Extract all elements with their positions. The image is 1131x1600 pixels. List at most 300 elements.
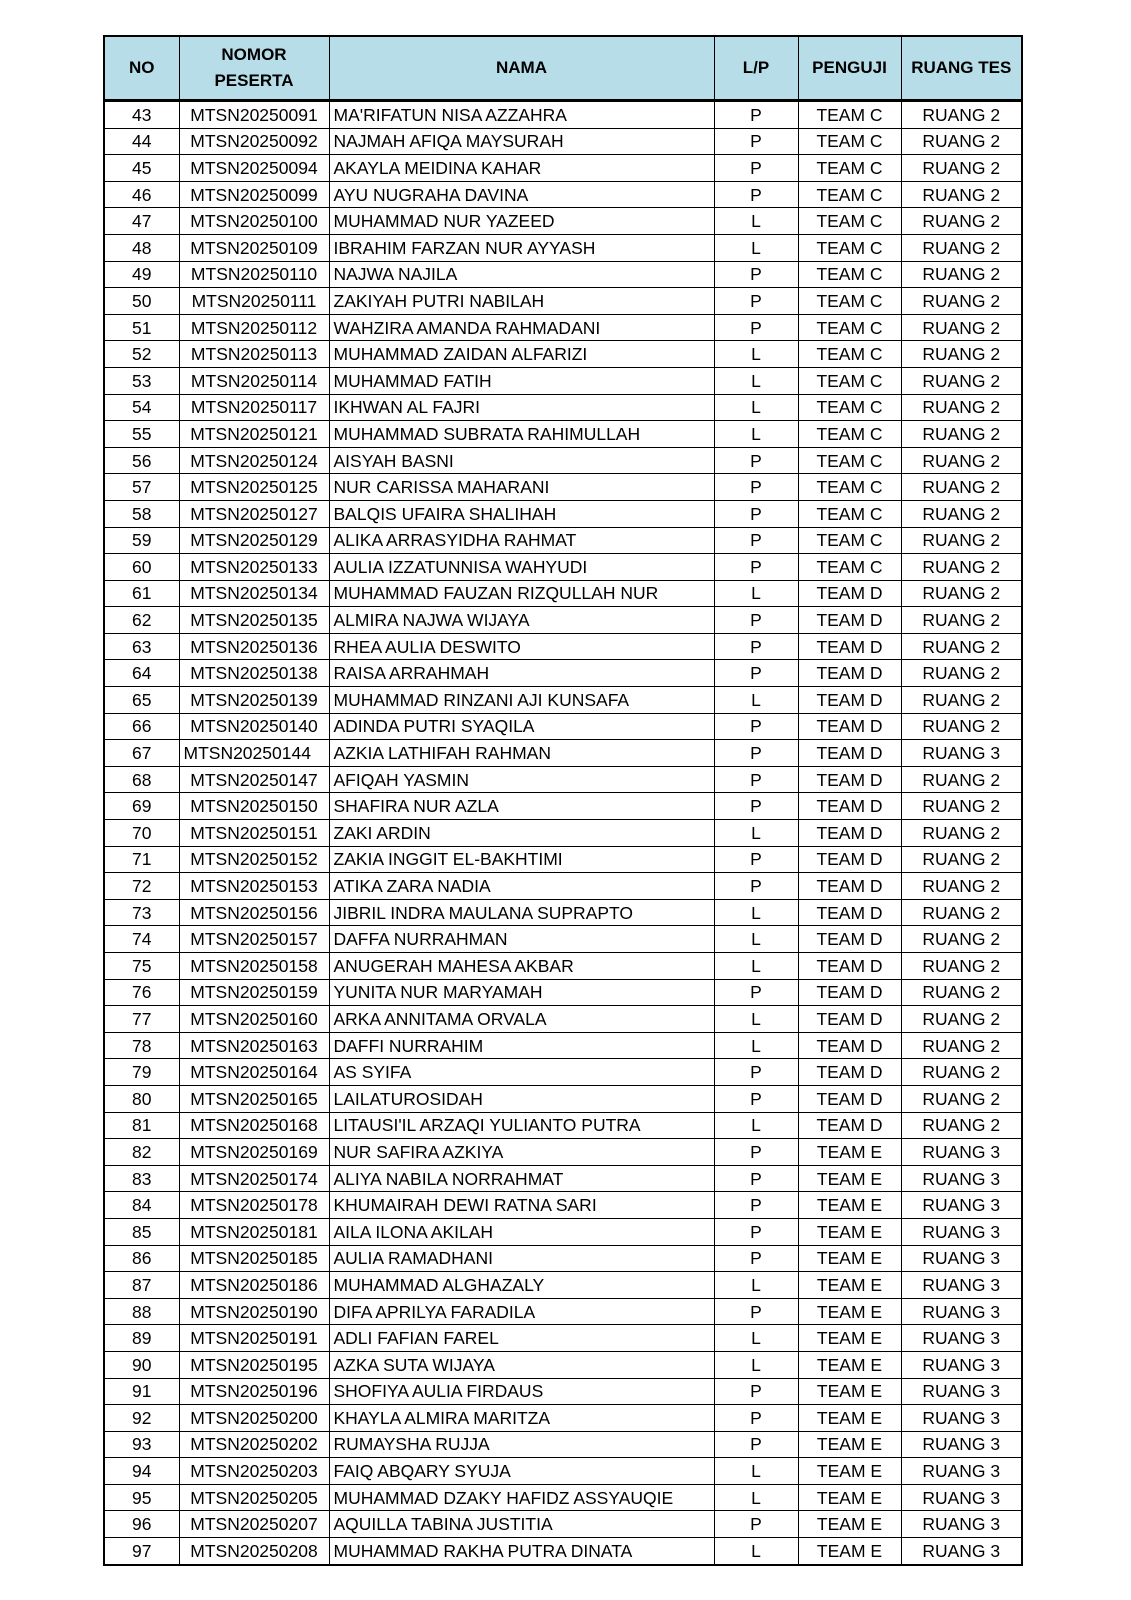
cell-nomor-peserta: MTSN20250169 (179, 1139, 329, 1166)
cell-nomor-peserta: MTSN20250150 (179, 793, 329, 820)
cell-no: 96 (104, 1511, 179, 1538)
cell-penguji: TEAM E (798, 1192, 901, 1219)
cell-penguji: TEAM C (798, 474, 901, 501)
cell-nomor-peserta: MTSN20250158 (179, 953, 329, 980)
cell-penguji: TEAM D (798, 766, 901, 793)
cell-lp: P (714, 1192, 798, 1219)
cell-ruang-tes: RUANG 2 (901, 208, 1022, 235)
cell-no: 66 (104, 713, 179, 740)
cell-ruang-tes: RUANG 3 (901, 1165, 1022, 1192)
cell-ruang-tes: RUANG 2 (901, 979, 1022, 1006)
cell-ruang-tes: RUANG 3 (901, 1538, 1022, 1565)
cell-lp: P (714, 527, 798, 554)
cell-lp: L (714, 953, 798, 980)
cell-nomor-peserta: MTSN20250208 (179, 1538, 329, 1565)
cell-no: 94 (104, 1458, 179, 1485)
cell-nama: ZAKI ARDIN (329, 820, 714, 847)
table-row (104, 1192, 1022, 1219)
cell-ruang-tes: RUANG 2 (901, 394, 1022, 421)
cell-lp: L (714, 234, 798, 261)
cell-ruang-tes: RUANG 3 (901, 1218, 1022, 1245)
cell-no: 49 (104, 261, 179, 288)
cell-penguji: TEAM D (798, 793, 901, 820)
cell-nomor-peserta: MTSN20250159 (179, 979, 329, 1006)
cell-ruang-tes: RUANG 3 (901, 1192, 1022, 1219)
cell-penguji: TEAM C (798, 394, 901, 421)
cell-ruang-tes: RUANG 2 (901, 633, 1022, 660)
cell-nomor-peserta: MTSN20250207 (179, 1511, 329, 1538)
cell-lp: P (714, 1378, 798, 1405)
cell-penguji: TEAM E (798, 1272, 901, 1299)
cell-lp: P (714, 474, 798, 501)
cell-penguji: TEAM D (798, 820, 901, 847)
cell-penguji: TEAM D (798, 846, 901, 873)
cell-penguji: TEAM C (798, 341, 901, 368)
cell-no: 92 (104, 1405, 179, 1432)
cell-no: 56 (104, 447, 179, 474)
cell-ruang-tes: RUANG 2 (901, 713, 1022, 740)
cell-ruang-tes: RUANG 2 (901, 314, 1022, 341)
table-row (104, 1484, 1022, 1511)
cell-lp: P (714, 1405, 798, 1432)
cell-penguji: TEAM E (798, 1325, 901, 1352)
cell-penguji: TEAM E (798, 1245, 901, 1272)
cell-penguji: TEAM E (798, 1139, 901, 1166)
cell-nomor-peserta: MTSN20250152 (179, 846, 329, 873)
cell-nama: JIBRIL INDRA MAULANA SUPRAPTO (329, 899, 714, 926)
cell-nomor-peserta: MTSN20250124 (179, 447, 329, 474)
cell-no: 72 (104, 873, 179, 900)
cell-no: 63 (104, 633, 179, 660)
cell-lp: L (714, 421, 798, 448)
cell-ruang-tes: RUANG 3 (901, 1325, 1022, 1352)
cell-no: 62 (104, 607, 179, 634)
cell-ruang-tes: RUANG 2 (901, 181, 1022, 208)
cell-penguji: TEAM D (798, 1112, 901, 1139)
cell-penguji: TEAM C (798, 261, 901, 288)
header-nomor-peserta (179, 36, 329, 101)
cell-penguji: TEAM C (798, 155, 901, 182)
cell-penguji: TEAM C (798, 234, 901, 261)
cell-lp: L (714, 580, 798, 607)
cell-lp: L (714, 1032, 798, 1059)
cell-penguji: TEAM D (798, 873, 901, 900)
cell-ruang-tes: RUANG 2 (901, 500, 1022, 527)
cell-penguji: TEAM D (798, 899, 901, 926)
cell-no: 97 (104, 1538, 179, 1565)
cell-penguji: TEAM E (798, 1458, 901, 1485)
cell-penguji: TEAM E (798, 1218, 901, 1245)
header-ruang-tes: RUANG TES (901, 36, 1022, 101)
cell-lp: P (714, 713, 798, 740)
cell-nomor-peserta: MTSN20250092 (179, 128, 329, 155)
cell-nomor-peserta: MTSN20250127 (179, 500, 329, 527)
cell-nama: IKHWAN AL FAJRI (329, 394, 714, 421)
cell-penguji: TEAM C (798, 500, 901, 527)
header-nomor-line1: NOMOR (221, 45, 287, 64)
cell-nama: AULIA RAMADHANI (329, 1245, 714, 1272)
table-row (104, 234, 1022, 261)
cell-no: 46 (104, 181, 179, 208)
cell-penguji: TEAM E (798, 1351, 901, 1378)
cell-nama: NUR SAFIRA AZKIYA (329, 1139, 714, 1166)
cell-nama: SHAFIRA NUR AZLA (329, 793, 714, 820)
table-row (104, 1511, 1022, 1538)
cell-ruang-tes: RUANG 2 (901, 873, 1022, 900)
table-row (104, 288, 1022, 315)
cell-ruang-tes: RUANG 2 (901, 101, 1022, 129)
cell-penguji: TEAM D (798, 1059, 901, 1086)
cell-penguji: TEAM E (798, 1511, 901, 1538)
cell-nomor-peserta: MTSN20250140 (179, 713, 329, 740)
cell-nama: AULIA IZZATUNNISA WAHYUDI (329, 554, 714, 581)
participant-table (103, 35, 1023, 1566)
table-row (104, 128, 1022, 155)
table-row (104, 500, 1022, 527)
table-row (104, 155, 1022, 182)
cell-penguji: TEAM D (798, 1032, 901, 1059)
cell-nomor-peserta: MTSN20250109 (179, 234, 329, 261)
cell-penguji: TEAM C (798, 527, 901, 554)
cell-nomor-peserta: MTSN20250165 (179, 1085, 329, 1112)
cell-nomor-peserta: MTSN20250164 (179, 1059, 329, 1086)
cell-lp: P (714, 793, 798, 820)
cell-ruang-tes: RUANG 2 (901, 288, 1022, 315)
cell-no: 47 (104, 208, 179, 235)
cell-nomor-peserta: MTSN20250147 (179, 766, 329, 793)
cell-ruang-tes: RUANG 3 (901, 740, 1022, 767)
cell-nomor-peserta: MTSN20250138 (179, 660, 329, 687)
cell-nomor-peserta: MTSN20250111 (179, 288, 329, 315)
cell-no: 53 (104, 367, 179, 394)
cell-no: 44 (104, 128, 179, 155)
table-row (104, 261, 1022, 288)
cell-lp: L (714, 341, 798, 368)
cell-penguji: TEAM C (798, 181, 901, 208)
cell-nama: MUHAMMAD FATIH (329, 367, 714, 394)
cell-no: 73 (104, 899, 179, 926)
header-lp: L/P (714, 36, 798, 101)
cell-lp: L (714, 1006, 798, 1033)
cell-no: 68 (104, 766, 179, 793)
cell-penguji: TEAM C (798, 288, 901, 315)
cell-penguji: TEAM E (798, 1405, 901, 1432)
cell-nama: MUHAMMAD RINZANI AJI KUNSAFA (329, 687, 714, 714)
cell-nama: SHOFIYA AULIA FIRDAUS (329, 1378, 714, 1405)
cell-lp: L (714, 208, 798, 235)
table-row (104, 554, 1022, 581)
cell-no: 70 (104, 820, 179, 847)
cell-lp: P (714, 740, 798, 767)
cell-no: 87 (104, 1272, 179, 1299)
table-row (104, 1431, 1022, 1458)
cell-no: 54 (104, 394, 179, 421)
cell-penguji: TEAM C (798, 421, 901, 448)
cell-lp: L (714, 394, 798, 421)
cell-lp: P (714, 314, 798, 341)
cell-no: 51 (104, 314, 179, 341)
cell-ruang-tes: RUANG 2 (901, 447, 1022, 474)
cell-lp: P (714, 1085, 798, 1112)
cell-ruang-tes: RUANG 2 (901, 926, 1022, 953)
cell-nomor-peserta: MTSN20250129 (179, 527, 329, 554)
cell-nomor-peserta: MTSN20250195 (179, 1351, 329, 1378)
table-row (104, 660, 1022, 687)
cell-nomor-peserta: MTSN20250156 (179, 899, 329, 926)
cell-ruang-tes: RUANG 2 (901, 607, 1022, 634)
cell-nama: YUNITA NUR MARYAMAH (329, 979, 714, 1006)
cell-penguji: TEAM C (798, 367, 901, 394)
cell-lp: P (714, 846, 798, 873)
cell-nama: MA'RIFATUN NISA AZZAHRA (329, 101, 714, 129)
cell-nama: AKAYLA MEIDINA KAHAR (329, 155, 714, 182)
cell-lp: P (714, 766, 798, 793)
cell-lp: P (714, 607, 798, 634)
cell-nomor-peserta: MTSN20250168 (179, 1112, 329, 1139)
cell-nama: ADINDA PUTRI SYAQILA (329, 713, 714, 740)
cell-penguji: TEAM C (798, 554, 901, 581)
table-row (104, 341, 1022, 368)
cell-ruang-tes: RUANG 3 (901, 1431, 1022, 1458)
cell-no: 57 (104, 474, 179, 501)
cell-nama: WAHZIRA AMANDA RAHMADANI (329, 314, 714, 341)
table-row (104, 208, 1022, 235)
cell-ruang-tes: RUANG 2 (901, 820, 1022, 847)
cell-ruang-tes: RUANG 2 (901, 1059, 1022, 1086)
cell-ruang-tes: RUANG 3 (901, 1272, 1022, 1299)
table-row (104, 740, 1022, 767)
cell-lp: P (714, 1218, 798, 1245)
cell-lp: P (714, 288, 798, 315)
cell-nama: BALQIS UFAIRA SHALIHAH (329, 500, 714, 527)
cell-nomor-peserta: MTSN20250174 (179, 1165, 329, 1192)
table-row (104, 101, 1022, 129)
cell-penguji: TEAM E (798, 1431, 901, 1458)
cell-penguji: TEAM C (798, 447, 901, 474)
cell-nama: AZKIA LATHIFAH RAHMAN (329, 740, 714, 767)
table-row (104, 766, 1022, 793)
cell-lp: P (714, 447, 798, 474)
cell-nama: MUHAMMAD ZAIDAN ALFARIZI (329, 341, 714, 368)
cell-penguji: TEAM D (798, 607, 901, 634)
cell-penguji: TEAM D (798, 580, 901, 607)
cell-nama: MUHAMMAD NUR YAZEED (329, 208, 714, 235)
table-row (104, 1378, 1022, 1405)
cell-lp: L (714, 1458, 798, 1485)
cell-penguji: TEAM E (798, 1484, 901, 1511)
cell-nomor-peserta: MTSN20250186 (179, 1272, 329, 1299)
cell-nomor-peserta: MTSN20250094 (179, 155, 329, 182)
cell-nomor-peserta: MTSN20250113 (179, 341, 329, 368)
cell-no: 55 (104, 421, 179, 448)
cell-nama: DAFFI NURRAHIM (329, 1032, 714, 1059)
table-row (104, 474, 1022, 501)
cell-lp: L (714, 1112, 798, 1139)
cell-lp: L (714, 367, 798, 394)
cell-nama: ALMIRA NAJWA WIJAYA (329, 607, 714, 634)
cell-nama: KHUMAIRAH DEWI RATNA SARI (329, 1192, 714, 1219)
cell-nama: AS SYIFA (329, 1059, 714, 1086)
cell-nomor-peserta: MTSN20250144 (179, 740, 329, 767)
cell-penguji: TEAM D (798, 687, 901, 714)
cell-lp: P (714, 1165, 798, 1192)
cell-no: 80 (104, 1085, 179, 1112)
table-row (104, 1139, 1022, 1166)
cell-lp: P (714, 155, 798, 182)
cell-nama: IBRAHIM FARZAN NUR AYYASH (329, 234, 714, 261)
cell-nama: LAILATUROSIDAH (329, 1085, 714, 1112)
cell-ruang-tes: RUANG 2 (901, 367, 1022, 394)
cell-nomor-peserta: MTSN20250190 (179, 1298, 329, 1325)
cell-nama: ZAKIYAH PUTRI NABILAH (329, 288, 714, 315)
cell-no: 69 (104, 793, 179, 820)
cell-lp: L (714, 820, 798, 847)
table-body (104, 101, 1022, 1565)
cell-nama: AYU NUGRAHA DAVINA (329, 181, 714, 208)
header-nama: NAMA (329, 36, 714, 101)
table-row (104, 687, 1022, 714)
cell-ruang-tes: RUANG 2 (901, 527, 1022, 554)
cell-lp: P (714, 1139, 798, 1166)
cell-ruang-tes: RUANG 2 (901, 128, 1022, 155)
cell-nomor-peserta: MTSN20250163 (179, 1032, 329, 1059)
cell-lp: P (714, 660, 798, 687)
cell-penguji: TEAM E (798, 1165, 901, 1192)
cell-nomor-peserta: MTSN20250203 (179, 1458, 329, 1485)
cell-no: 84 (104, 1192, 179, 1219)
cell-nomor-peserta: MTSN20250205 (179, 1484, 329, 1511)
cell-nama: MUHAMMAD SUBRATA RAHIMULLAH (329, 421, 714, 448)
cell-penguji: TEAM E (798, 1538, 901, 1565)
cell-penguji: TEAM E (798, 1378, 901, 1405)
table-row (104, 421, 1022, 448)
cell-no: 48 (104, 234, 179, 261)
cell-nama: ANUGERAH MAHESA AKBAR (329, 953, 714, 980)
cell-lp: P (714, 554, 798, 581)
cell-ruang-tes: RUANG 2 (901, 1006, 1022, 1033)
cell-no: 59 (104, 527, 179, 554)
cell-ruang-tes: RUANG 2 (901, 1032, 1022, 1059)
table-row (104, 846, 1022, 873)
cell-nomor-peserta: MTSN20250133 (179, 554, 329, 581)
cell-no: 77 (104, 1006, 179, 1033)
cell-nomor-peserta: MTSN20250125 (179, 474, 329, 501)
cell-no: 85 (104, 1218, 179, 1245)
cell-nama: AILA ILONA AKILAH (329, 1218, 714, 1245)
cell-nama: AZKA SUTA WIJAYA (329, 1351, 714, 1378)
cell-penguji: TEAM C (798, 128, 901, 155)
cell-ruang-tes: RUANG 2 (901, 953, 1022, 980)
cell-nama: MUHAMMAD DZAKY HAFIDZ ASSYAUQIE (329, 1484, 714, 1511)
cell-nomor-peserta: MTSN20250110 (179, 261, 329, 288)
table-row (104, 447, 1022, 474)
cell-penguji: TEAM D (798, 713, 901, 740)
cell-lp: L (714, 1538, 798, 1565)
cell-nomor-peserta: MTSN20250196 (179, 1378, 329, 1405)
cell-nama: FAIQ ABQARY SYUJA (329, 1458, 714, 1485)
cell-penguji: TEAM D (798, 1085, 901, 1112)
cell-ruang-tes: RUANG 2 (901, 261, 1022, 288)
table-row (104, 1006, 1022, 1033)
table-row (104, 580, 1022, 607)
cell-penguji: TEAM D (798, 1006, 901, 1033)
cell-nama: MUHAMMAD FAUZAN RIZQULLAH NUR (329, 580, 714, 607)
cell-lp: P (714, 1511, 798, 1538)
table-row (104, 314, 1022, 341)
cell-lp: L (714, 1484, 798, 1511)
table-row (104, 1272, 1022, 1299)
table-row (104, 793, 1022, 820)
cell-ruang-tes: RUANG 2 (901, 1112, 1022, 1139)
cell-ruang-tes: RUANG 2 (901, 474, 1022, 501)
cell-no: 75 (104, 953, 179, 980)
cell-ruang-tes: RUANG 3 (901, 1298, 1022, 1325)
cell-nomor-peserta: MTSN20250181 (179, 1218, 329, 1245)
cell-no: 65 (104, 687, 179, 714)
cell-no: 60 (104, 554, 179, 581)
cell-nomor-peserta: MTSN20250202 (179, 1431, 329, 1458)
header-no: NO (104, 36, 179, 101)
cell-lp: L (714, 899, 798, 926)
table-row (104, 953, 1022, 980)
cell-no: 74 (104, 926, 179, 953)
cell-ruang-tes: RUANG 2 (901, 234, 1022, 261)
cell-no: 81 (104, 1112, 179, 1139)
cell-ruang-tes: RUANG 2 (901, 155, 1022, 182)
cell-nama: AISYAH BASNI (329, 447, 714, 474)
table-header (104, 36, 1022, 101)
cell-no: 79 (104, 1059, 179, 1086)
cell-nama: NAJMAH AFIQA MAYSURAH (329, 128, 714, 155)
cell-nama: ALIYA NABILA NORRAHMAT (329, 1165, 714, 1192)
cell-no: 71 (104, 846, 179, 873)
cell-nama: AQUILLA TABINA JUSTITIA (329, 1511, 714, 1538)
cell-ruang-tes: RUANG 3 (901, 1351, 1022, 1378)
cell-lp: P (714, 261, 798, 288)
table-row (104, 1165, 1022, 1192)
table-row (104, 1032, 1022, 1059)
cell-penguji: TEAM C (798, 314, 901, 341)
cell-lp: P (714, 979, 798, 1006)
cell-no: 52 (104, 341, 179, 368)
cell-nomor-peserta: MTSN20250200 (179, 1405, 329, 1432)
cell-nama: MUHAMMAD ALGHAZALY (329, 1272, 714, 1299)
cell-lp: P (714, 500, 798, 527)
table-row (104, 926, 1022, 953)
cell-ruang-tes: RUANG 3 (901, 1484, 1022, 1511)
cell-nomor-peserta: MTSN20250185 (179, 1245, 329, 1272)
cell-nama: AFIQAH YASMIN (329, 766, 714, 793)
cell-lp: L (714, 1351, 798, 1378)
cell-nama: NAJWA NAJILA (329, 261, 714, 288)
cell-nomor-peserta: MTSN20250136 (179, 633, 329, 660)
cell-nomor-peserta: MTSN20250112 (179, 314, 329, 341)
cell-no: 86 (104, 1245, 179, 1272)
cell-penguji: TEAM C (798, 101, 901, 129)
table-row (104, 1325, 1022, 1352)
table-row (104, 181, 1022, 208)
cell-ruang-tes: RUANG 2 (901, 846, 1022, 873)
cell-penguji: TEAM D (798, 953, 901, 980)
table-row (104, 367, 1022, 394)
cell-ruang-tes: RUANG 3 (901, 1458, 1022, 1485)
cell-nama: RUMAYSHA RUJJA (329, 1431, 714, 1458)
cell-lp: L (714, 687, 798, 714)
cell-ruang-tes: RUANG 3 (901, 1139, 1022, 1166)
table-row (104, 394, 1022, 421)
cell-penguji: TEAM D (798, 633, 901, 660)
cell-nama: RAISA ARRAHMAH (329, 660, 714, 687)
